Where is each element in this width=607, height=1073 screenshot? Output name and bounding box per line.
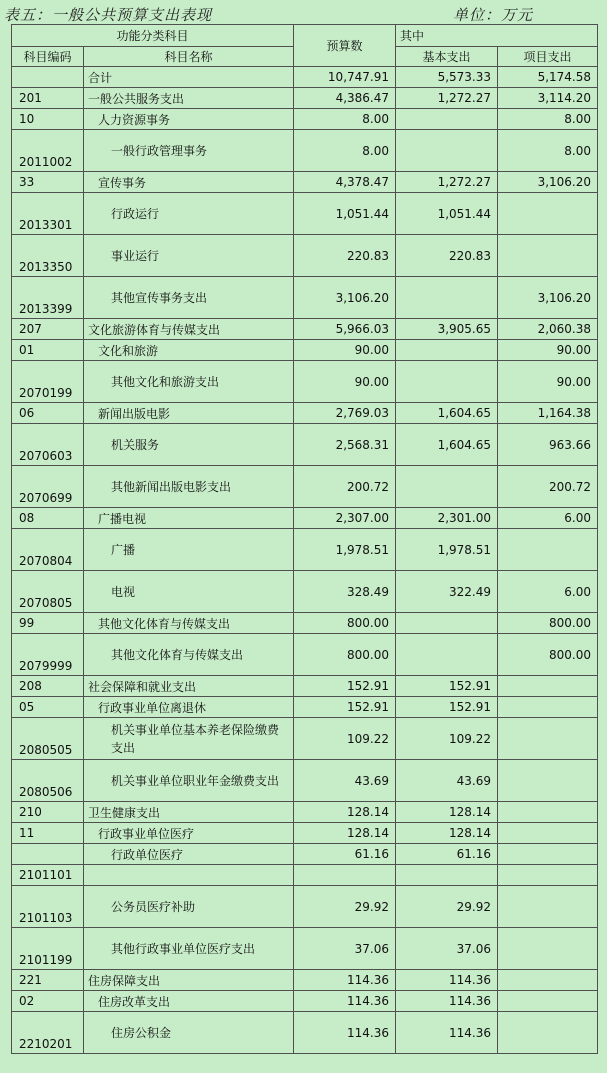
row-code: 02 — [12, 991, 84, 1012]
header-row-1 — [12, 25, 598, 47]
table-row — [12, 613, 598, 634]
row-basic: 152.91 — [396, 697, 498, 718]
table-row — [12, 823, 598, 844]
budget-table — [11, 24, 598, 1054]
table-row — [12, 718, 598, 760]
table-row — [12, 886, 598, 928]
table-title: 表五：一般公共预算支出表现 — [4, 6, 213, 24]
row-project: 6.00 — [498, 508, 598, 529]
row-code: 08 — [12, 508, 84, 529]
row-budget: 1,051.44 — [294, 193, 396, 235]
table-row — [12, 802, 598, 823]
row-name: 社会保障和就业支出 — [84, 676, 294, 697]
row-name: 行政事业单位离退休 — [84, 697, 294, 718]
row-name: 其他文化体育与传媒支出 — [84, 613, 294, 634]
row-name: 其他文化体育与传媒支出 — [84, 634, 294, 676]
row-basic: 1,051.44 — [396, 193, 498, 235]
table-row — [12, 865, 598, 886]
header-name: 科目名称 — [84, 47, 294, 67]
row-project: 6.00 — [498, 571, 598, 613]
table-row — [12, 172, 598, 193]
table-row — [12, 277, 598, 319]
row-code: 2101103 — [12, 886, 84, 928]
row-code: 2013301 — [12, 193, 84, 235]
row-name: 行政事业单位医疗 — [84, 823, 294, 844]
row-project: 3,106.20 — [498, 277, 598, 319]
row-basic — [396, 109, 498, 130]
row-code: 207 — [12, 319, 84, 340]
row-budget: 90.00 — [294, 340, 396, 361]
row-name: 人力资源事务 — [84, 109, 294, 130]
header-among: 其中 — [396, 25, 598, 47]
row-project — [498, 844, 598, 865]
row-basic — [396, 130, 498, 172]
row-basic — [396, 466, 498, 508]
row-budget: 109.22 — [294, 718, 396, 760]
row-name: 广播 — [84, 529, 294, 571]
table-row — [12, 970, 598, 991]
table-row — [12, 634, 598, 676]
row-basic: 1,978.51 — [396, 529, 498, 571]
row-budget: 2,568.31 — [294, 424, 396, 466]
row-basic: 1,604.65 — [396, 403, 498, 424]
row-code: 99 — [12, 613, 84, 634]
row-name: 行政运行 — [84, 193, 294, 235]
table-row — [12, 361, 598, 403]
row-project — [498, 718, 598, 760]
row-budget: 90.00 — [294, 361, 396, 403]
row-project — [498, 235, 598, 277]
header-basic: 基本支出 — [396, 47, 498, 67]
row-name: 宣传事务 — [84, 172, 294, 193]
row-budget: 8.00 — [294, 109, 396, 130]
row-code: 10 — [12, 109, 84, 130]
table-row — [12, 991, 598, 1012]
row-basic: 5,573.33 — [396, 67, 498, 88]
row-budget: 114.36 — [294, 1012, 396, 1054]
row-project: 200.72 — [498, 466, 598, 508]
row-name: 机关服务 — [84, 424, 294, 466]
row-code: 33 — [12, 172, 84, 193]
row-code: 2070805 — [12, 571, 84, 613]
row-code: 2070699 — [12, 466, 84, 508]
row-project — [498, 970, 598, 991]
row-project — [498, 991, 598, 1012]
row-project: 2,060.38 — [498, 319, 598, 340]
row-name: 卫生健康支出 — [84, 802, 294, 823]
row-project: 1,164.38 — [498, 403, 598, 424]
row-project: 3,114.20 — [498, 88, 598, 109]
row-basic — [396, 340, 498, 361]
row-budget: 61.16 — [294, 844, 396, 865]
row-budget: 114.36 — [294, 970, 396, 991]
row-budget: 200.72 — [294, 466, 396, 508]
row-project: 8.00 — [498, 130, 598, 172]
row-project: 800.00 — [498, 613, 598, 634]
row-budget: 4,386.47 — [294, 88, 396, 109]
row-budget: 2,307.00 — [294, 508, 396, 529]
table-row — [12, 844, 598, 865]
row-code: 2011002 — [12, 130, 84, 172]
table-row — [12, 109, 598, 130]
row-basic: 43.69 — [396, 760, 498, 802]
row-code: 2070199 — [12, 361, 84, 403]
row-project — [498, 193, 598, 235]
row-budget: 128.14 — [294, 823, 396, 844]
row-budget: 328.49 — [294, 571, 396, 613]
row-basic: 1,272.27 — [396, 88, 498, 109]
header-budget: 预算数 — [294, 25, 396, 67]
table-row — [12, 193, 598, 235]
row-code: 01 — [12, 340, 84, 361]
row-basic: 1,272.27 — [396, 172, 498, 193]
row-code: 2070603 — [12, 424, 84, 466]
row-budget: 5,966.03 — [294, 319, 396, 340]
table-row — [12, 403, 598, 424]
row-basic — [396, 613, 498, 634]
row-budget: 128.14 — [294, 802, 396, 823]
row-budget: 800.00 — [294, 634, 396, 676]
unit-label: 单位：万元 — [453, 6, 534, 24]
row-budget: 37.06 — [294, 928, 396, 970]
row-project: 5,174.58 — [498, 67, 598, 88]
row-project: 8.00 — [498, 109, 598, 130]
row-project — [498, 802, 598, 823]
row-basic: 114.36 — [396, 1012, 498, 1054]
table-row — [12, 928, 598, 970]
table-row — [12, 1012, 598, 1054]
row-code: 11 — [12, 823, 84, 844]
row-basic: 29.92 — [396, 886, 498, 928]
row-code: 05 — [12, 697, 84, 718]
row-basic: 3,905.65 — [396, 319, 498, 340]
header-code: 科目编码 — [12, 47, 84, 67]
row-project: 963.66 — [498, 424, 598, 466]
table-row — [12, 340, 598, 361]
row-project — [498, 676, 598, 697]
row-code: 2101199 — [12, 928, 84, 970]
table-row — [12, 235, 598, 277]
row-name: 机关事业单位基本养老保险缴费支出 — [84, 718, 294, 760]
row-budget: 152.91 — [294, 697, 396, 718]
row-basic — [396, 865, 498, 886]
row-code: 2101101 — [12, 865, 84, 886]
row-budget — [294, 865, 396, 886]
row-budget: 800.00 — [294, 613, 396, 634]
row-name: 合计 — [84, 67, 294, 88]
row-budget: 43.69 — [294, 760, 396, 802]
row-project — [498, 760, 598, 802]
table-body — [12, 67, 598, 1054]
row-name: 机关事业单位职业年金缴费支出 — [84, 760, 294, 802]
row-basic: 114.36 — [396, 991, 498, 1012]
row-basic: 152.91 — [396, 676, 498, 697]
table-row — [12, 508, 598, 529]
row-budget: 4,378.47 — [294, 172, 396, 193]
row-budget: 220.83 — [294, 235, 396, 277]
row-name — [84, 865, 294, 886]
table-row — [12, 130, 598, 172]
row-project — [498, 886, 598, 928]
row-name: 事业运行 — [84, 235, 294, 277]
row-budget: 10,747.91 — [294, 67, 396, 88]
row-basic: 114.36 — [396, 970, 498, 991]
table-row — [12, 319, 598, 340]
row-basic: 322.49 — [396, 571, 498, 613]
row-name: 住房公积金 — [84, 1012, 294, 1054]
row-project — [498, 1012, 598, 1054]
row-code: 2080505 — [12, 718, 84, 760]
header-project: 项目支出 — [498, 47, 598, 67]
row-budget: 3,106.20 — [294, 277, 396, 319]
row-name: 住房保障支出 — [84, 970, 294, 991]
table-row — [12, 466, 598, 508]
header-function-classification: 功能分类科目 — [12, 25, 294, 47]
table-row — [12, 676, 598, 697]
row-project: 800.00 — [498, 634, 598, 676]
row-project — [498, 865, 598, 886]
row-project — [498, 529, 598, 571]
row-name: 电视 — [84, 571, 294, 613]
row-code: 2210201 — [12, 1012, 84, 1054]
row-name: 其他新闻出版电影支出 — [84, 466, 294, 508]
table-row — [12, 529, 598, 571]
row-code — [12, 844, 84, 865]
row-code: 221 — [12, 970, 84, 991]
row-project — [498, 928, 598, 970]
row-name: 其他行政事业单位医疗支出 — [84, 928, 294, 970]
row-budget: 2,769.03 — [294, 403, 396, 424]
row-code: 06 — [12, 403, 84, 424]
row-basic: 1,604.65 — [396, 424, 498, 466]
row-basic: 220.83 — [396, 235, 498, 277]
row-code: 2070804 — [12, 529, 84, 571]
row-basic: 61.16 — [396, 844, 498, 865]
row-project — [498, 697, 598, 718]
row-code: 2079999 — [12, 634, 84, 676]
row-budget: 114.36 — [294, 991, 396, 1012]
row-name: 文化和旅游 — [84, 340, 294, 361]
table-row — [12, 88, 598, 109]
row-name: 文化旅游体育与传媒支出 — [84, 319, 294, 340]
row-basic: 37.06 — [396, 928, 498, 970]
row-budget: 1,978.51 — [294, 529, 396, 571]
row-basic — [396, 361, 498, 403]
row-project: 3,106.20 — [498, 172, 598, 193]
row-name: 其他宣传事务支出 — [84, 277, 294, 319]
table-row — [12, 697, 598, 718]
row-basic: 2,301.00 — [396, 508, 498, 529]
row-basic — [396, 277, 498, 319]
row-project: 90.00 — [498, 340, 598, 361]
row-name: 公务员医疗补助 — [84, 886, 294, 928]
row-code: 201 — [12, 88, 84, 109]
row-name: 住房改革支出 — [84, 991, 294, 1012]
table-row — [12, 67, 598, 88]
row-name: 一般公共服务支出 — [84, 88, 294, 109]
row-budget: 8.00 — [294, 130, 396, 172]
row-name: 广播电视 — [84, 508, 294, 529]
row-code: 2080506 — [12, 760, 84, 802]
row-code: 2013399 — [12, 277, 84, 319]
row-name: 新闻出版电影 — [84, 403, 294, 424]
row-code: 208 — [12, 676, 84, 697]
row-name: 其他文化和旅游支出 — [84, 361, 294, 403]
table-row — [12, 424, 598, 466]
row-basic — [396, 634, 498, 676]
row-basic: 128.14 — [396, 823, 498, 844]
row-basic: 128.14 — [396, 802, 498, 823]
row-project — [498, 823, 598, 844]
table-row — [12, 760, 598, 802]
row-code: 2013350 — [12, 235, 84, 277]
row-basic: 109.22 — [396, 718, 498, 760]
row-code — [12, 67, 84, 88]
row-budget: 29.92 — [294, 886, 396, 928]
row-budget: 152.91 — [294, 676, 396, 697]
row-name: 行政单位医疗 — [84, 844, 294, 865]
row-name: 一般行政管理事务 — [84, 130, 294, 172]
table-row — [12, 571, 598, 613]
row-project: 90.00 — [498, 361, 598, 403]
row-code: 210 — [12, 802, 84, 823]
